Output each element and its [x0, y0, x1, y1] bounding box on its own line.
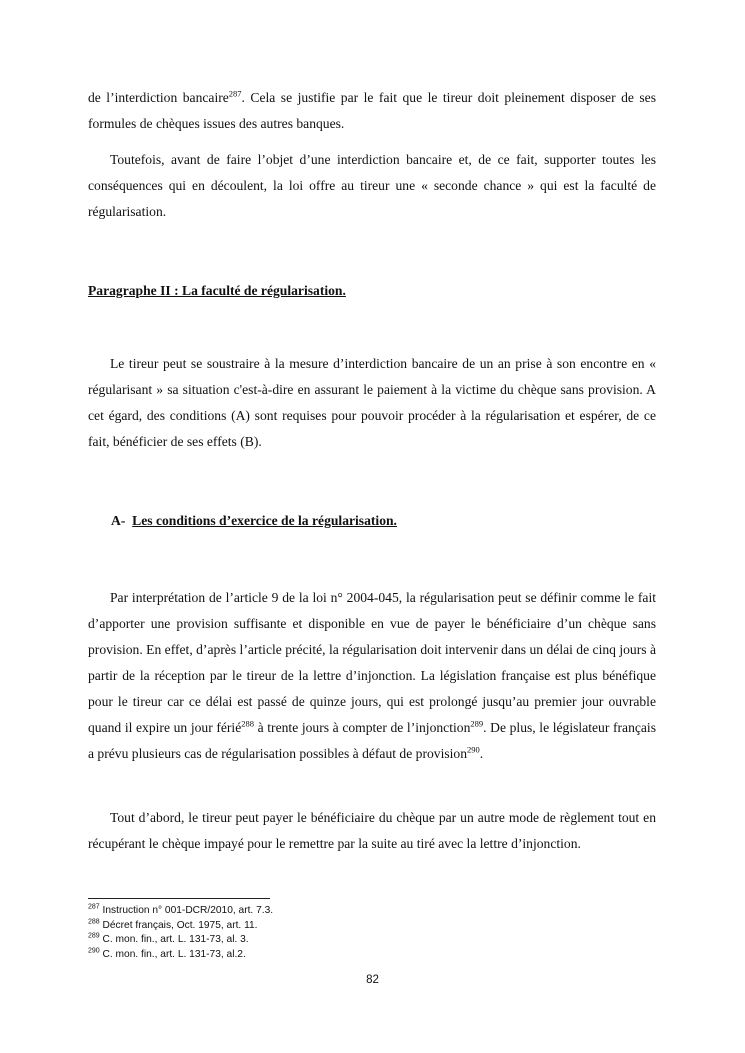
paragraph-1: [88, 85, 656, 137]
paragraph-2-text: Toutefois, avant de faire l’objet d’une interdiction bancaire et, de ce fait, supporter toutes les conséquences qui en découlent, la loi offre au tireur une « seconde chance » qui est la faculté de régularisation.: [88, 152, 656, 219]
subsection-heading-a: [111, 513, 397, 529]
paragraph-3-text: Le tireur peut se soustraire à la mesure d’interdiction bancaire de un an prise à son encontre en « régularisant » sa situation c'est-à-dire en assurant le paiement à la victime du chèque sans provision. A cet égard, des conditions (A) sont requises pour pouvoir procéder à la régularisation et espérer, de ce fait, bénéficier de ses effets (B).: [88, 356, 656, 449]
paragraph-5-text: Tout d’abord, le tireur peut payer le bénéficiaire du chèque par un autre mode de règlement tout en récupérant le chèque impayé pour le remettre par la suite au tiré avec la lettre d’injonction.: [88, 810, 656, 851]
footnote-287: $^{287}$ Instruction n° 001-DCR/2010, art. 7.3.: [88, 903, 274, 916]
paragraph-4-text-cont1: à trente jours à compter de l’injonction: [254, 720, 471, 735]
footnote-ref-288: 288: [241, 718, 254, 729]
footnote-ref-290: 290: [467, 744, 480, 755]
paragraph-2: [88, 147, 656, 225]
footnote-290: $^{290}$ C. mon. fin., art. L. 131-73, al.2.: [88, 947, 246, 960]
paragraph-1-text-cont: . Cela se justifie par le fait que le tireur doit pleinement disposer de ses formules de chèques issues des autres banques.: [88, 90, 656, 131]
paragraph-4: [88, 585, 656, 767]
subsection-title: Les conditions d’exercice de la régularisation.: [132, 513, 397, 528]
footnote-ref-289: 289: [470, 718, 484, 729]
footnote-ref-287: 287: [228, 88, 242, 99]
footnote-289: $^{289}$ C. mon. fin., art. L. 131-73, al. 3.: [88, 932, 249, 946]
paragraph-4-text-cont2: . De plus, le législateur français a prévu plusieurs cas de régularisation possibles à défaut de provision: [88, 720, 656, 761]
footnote-separator: [88, 898, 270, 899]
paragraph-5: [88, 805, 656, 857]
subsection-prefix: A-: [111, 513, 126, 528]
footnotes: [88, 904, 273, 962]
page-number: 82: [366, 974, 379, 986]
paragraph-3: [88, 351, 656, 455]
section-heading-paragraphe-ii: Paragraphe II : La faculté de régularisation.: [88, 283, 346, 298]
paragraph-1-text: de l’interdiction bancaire: [88, 90, 229, 105]
paragraph-4-text: Par interprétation de l’article 9 de la loi n° 2004-045, la régularisation peut se définir comme le fait d’apporter une provision suffisante et disponible en vue de payer le bénéficiaire d’un chèque sans provision. En effet, d’après l’article précité, la régularisation doit intervenir dans un délai de cinq jours à partir de la réception par le tireur de la lettre d’injonction. La législation française est plus bénéfique pour le tireur car ce délai est passé de quinze jours, qui est prolongé jusqu’au premier jour ouvrable quand il expire un jour férié: [88, 590, 656, 735]
footnote-288: $^{288}$ Décret français, Oct. 1975, art. 11.: [88, 918, 258, 931]
paragraph-4-text-end: .: [479, 746, 484, 761]
